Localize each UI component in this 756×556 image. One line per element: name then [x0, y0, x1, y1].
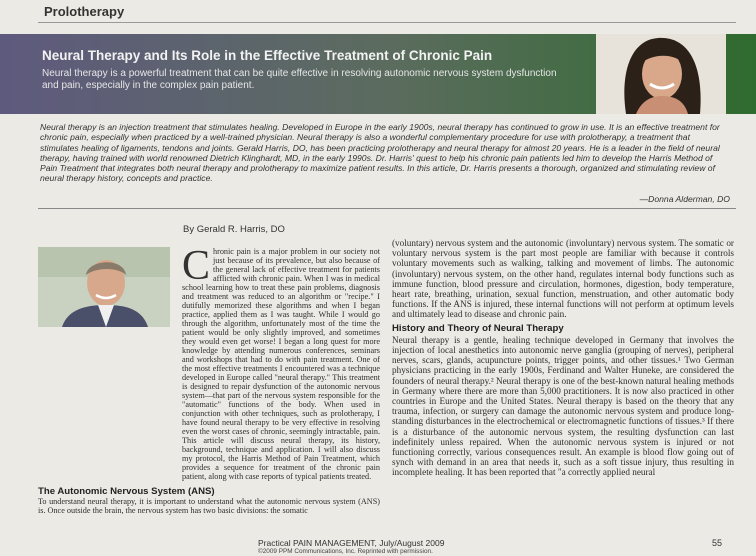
right-column [392, 238, 734, 478]
left-subhead: The Autonomic Nervous System (ANS) [38, 486, 215, 497]
left-column [38, 243, 380, 482]
section-rule [38, 22, 736, 23]
right-paragraph-1: (voluntary) nervous system and the autonomic (involuntary) nervous system. The somatic or voluntary nervous system is the part most people are familiar with because it controls voluntary movements such as walking, talking and movement of limbs. The autonomic (involuntary) nervous system, on the other hand, regulates internal body functions such as immune function, blood pressure and circulation, hormones, digestion, body temperature, heart rate, breathing, urination, sexual function, menstruation, and other automatic body functions. If the ANS is injured, these internal functions will not perform at optimum levels and ultimately lead to disease and chronic pain. [392, 238, 734, 320]
article-subtitle: Neural therapy is a powerful treatment that can be quite effective in resolving autonomic nervous system dysfunction and pain, especially in the complex pain patient. [42, 68, 557, 91]
intro-divider [38, 208, 736, 209]
intro-signature: —Donna Alderman, DO [639, 194, 730, 204]
footer-copyright: ©2009 PPM Communications, Inc. Reprinted with permission. [258, 548, 433, 555]
article-title: Neural Therapy and Its Role in the Effective Treatment of Chronic Pain [42, 48, 493, 63]
right-paragraph-2: Neural therapy is a gentle, healing technique developed in Germany that involves the injection of local anesthetics into autonomic nerve ganglia (grouping of nerves), peripheral nerves, scars, glands, acupuncture points, trigger points, and other tissues.¹ Two German physicians practicing in the early 1900s, Ferdinand and Walter Huneke, are considered the founders of neural therapy.² Neural therapy is one of the best-known natural healing methods in Germany where there are more than 5,000 practitioners. It is now also practiced in other countries in Europe and the United States. Neural therapy is based on the theory that any trauma, infection, or surgery can damage the autonomic nervous system and produce long-standing disturbances in the electrochemical or electromagnetic functions of tissues.³ If there is a disturbance of the autonomic nervous system, the resulting dysfunction can last indefinitely unless repaired. When the autonomic nervous system is injured or not functioning correctly, various consequences result. An example is blood flow going out of synch with demand in an area that needs it, such as a soft tissue injury, thus resulting in incomplete healing. It has been reported that "a correctly applied neural [392, 334, 734, 478]
drop-cap: C [182, 243, 211, 289]
right-subhead: History and Theory of Neural Therapy [392, 322, 564, 334]
section-label: Prolotherapy [44, 4, 125, 19]
left-column-tail [38, 483, 380, 515]
left-paragraph-1: hronic pain is a major problem in our society not just because of its prevalence, but also because of the general lack of effective treatment for patients afflicted with chronic pain. When I was in medical school learning how to treat these pain problems, diagnosis and treatment was reduced to an algorithm or "recipe." I dutifully memorized these algorithms and when I began practice, applied them as I was taught. While I would go through the algorithm, unfortunately most of the time the patient would be only slightly improved, and sometimes they would even get worse! I began a long quest for more knowledge by attending numerous conferences, seminars and workshops that had to do with pain treatment. One of the most effective treatments I encountered was a technique developed in Europe called "neural therapy." This treatment is designed to repair dysfunction of the autonomic nervous system—that part of the nervous system responsible for the "automatic" functions of the body. When used in conjunction with other techniques, such as prolotherapy, I have found neural therapy to be very effective in resolving even the worst cases of chronic, seemingly intractable, pain. This article will discuss neural therapy, its history, background, technique and application. I will also discuss my protocol, the Harris Method of Pain Treatment, which provides a sequence for treatment of the chronic pain patient, along with case reports of typical patients treated. [182, 247, 380, 482]
byline: By Gerald R. Harris, DO [183, 224, 285, 235]
woman-portrait-photo-icon [596, 34, 726, 114]
intro-text: Neural therapy is an injection treatment that stimulates healing. Developed in Europe in the early 1900s, neural therapy has continued to grow in use. It is an effective treatment for chronic pain, especially when practiced by a well-trained physician. Neural therapy is also a wonderful complementary procedure for use with prolotherapy, a treatment that stimulates healing of ligaments, tendons and joints. Gerald Harris, DO, has been practicing prolotherapy and neural therapy for almost 20 years. He is a leader in the field of neural therapy, having trained with world renowned Dietrich Klinghardt, MD, in the early 1990s. Dr. Harris' quest to help his chronic pain patients led him to develop the Harris Method of Pain Treatment that integrates both neural therapy and prolotherapy to maximize patient results. In this article, Dr. Harris presents a thorough, organized and stimulating review of neural therapy history, concepts and practice. [40, 122, 720, 184]
footer-magazine: Practical PAIN MANAGEMENT, July/August 2009 [258, 538, 445, 548]
left-paragraph-2: To understand neural therapy, it is important to understand what the autonomic nervous system (ANS) is. Once outside the brain, the nervous system has two basic divisions: the somatic [38, 497, 380, 516]
editor-photo [596, 34, 726, 114]
page-number: 55 [712, 538, 723, 548]
left-column-opening [38, 243, 380, 482]
